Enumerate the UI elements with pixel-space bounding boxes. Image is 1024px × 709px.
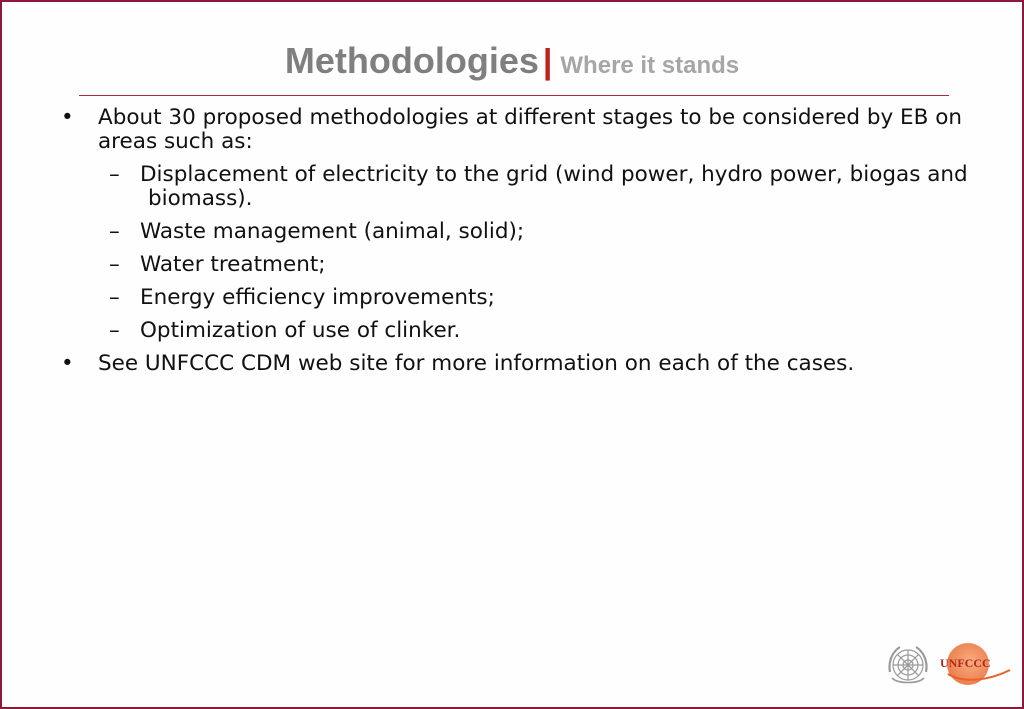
dash-marker: –: [109, 162, 120, 187]
slide-content: [58, 106, 988, 385]
sub-item-text: Waste management (animal, solid);: [140, 219, 525, 244]
unfccc-logo: [934, 640, 1014, 690]
sub-item: [58, 253, 988, 277]
slide-title: [2, 40, 1022, 82]
un-emblem-icon: [884, 642, 932, 688]
title-divider: [79, 95, 949, 96]
sub-item: [58, 286, 988, 310]
bullet-item: [58, 352, 988, 376]
bullet-item: [58, 106, 988, 154]
bullet-text: See UNFCCC CDM web site for more information on each of the cases.: [98, 351, 855, 376]
title-subtitle: Where it stands: [560, 52, 740, 79]
bullet-marker: •: [61, 105, 74, 130]
bullet-marker: •: [61, 351, 74, 376]
sub-item-text: Energy efficiency improvements;: [140, 285, 495, 310]
footer-logos: [880, 638, 1020, 694]
dash-marker: –: [109, 219, 120, 244]
sub-item: [58, 220, 988, 244]
sub-item: [58, 319, 988, 343]
unfccc-logo-text: UNFCCC: [940, 656, 991, 670]
sub-item-text: Water treatment;: [140, 252, 326, 277]
dash-marker: –: [109, 318, 120, 343]
dash-marker: –: [109, 252, 120, 277]
dash-marker: –: [109, 285, 120, 310]
sub-item: [58, 163, 988, 211]
sub-item-text: Optimization of use of clinker.: [140, 318, 461, 343]
bullet-text: About 30 proposed methodologies at different stages to be considered by EB on areas such as:: [98, 105, 962, 154]
sub-item-text: Displacement of electricity to the grid (wind power, hydro power, biogas and biomass).: [140, 162, 968, 211]
title-text: Methodologies: [284, 40, 539, 81]
title-separator: |: [542, 43, 553, 81]
